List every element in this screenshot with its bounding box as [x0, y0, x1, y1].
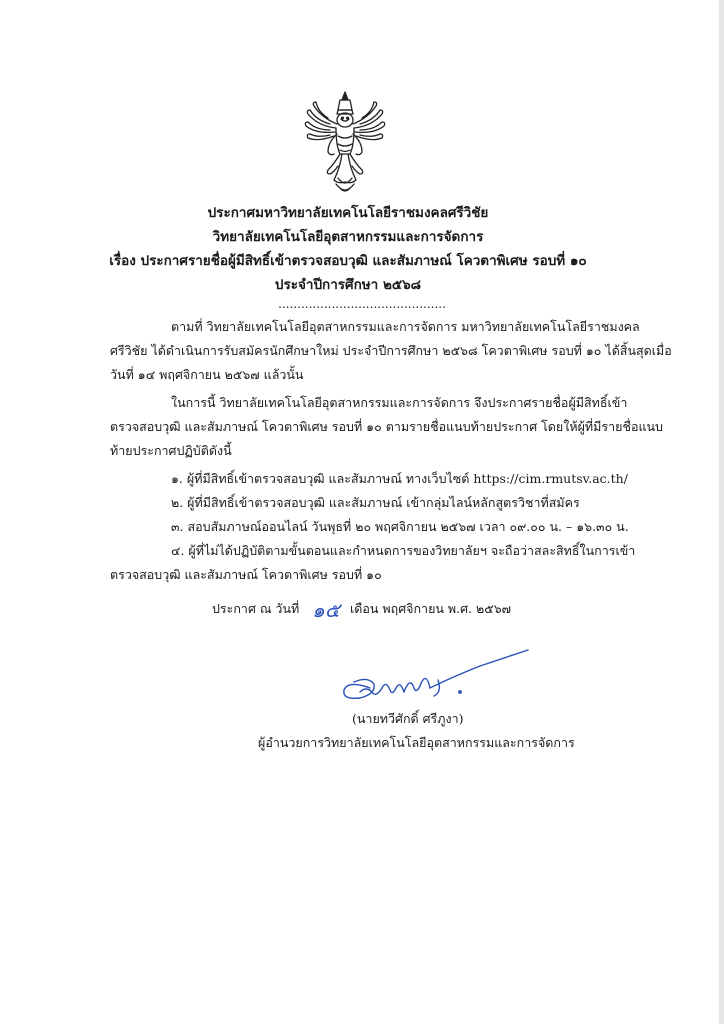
- list-item: ๔. ผู้ที่ไม่ได้ปฏิบัติตามขั้นตอนและกำหนดการของวิทยาลัยฯ จะถือว่าสละสิทธิ์ในการเข้า: [171, 543, 636, 558]
- list-item: ๑. ผู้ที่มีสิทธิ์เข้าตรวจสอบวุฒิ และสัมภาษณ์ ทางเว็บไซต์ https://cim.rmutsv.ac.th/: [171, 471, 628, 486]
- signer-name: (นายทวีศักดิ์ ศรีภูงา): [352, 711, 464, 726]
- issuer-title: ประกาศมหาวิทยาลัยเทคโนโลยีราชมงคลศรีวิชัย: [207, 205, 489, 221]
- scan-edge: [719, 0, 724, 1024]
- announce-prefix: ประกาศ ณ วันที่: [212, 601, 300, 616]
- paragraph-1-line-1: ตามที่ วิทยาลัยเทคโนโลยีอุตสาหกรรมและการจัดการ มหาวิทยาลัยเทคโนโลยีราชมงคล: [171, 319, 640, 334]
- announce-suffix: เดือน พฤศจิกายน พ.ศ. ๒๕๖๗: [350, 601, 512, 616]
- garuda-emblem-icon: [300, 88, 390, 200]
- subject-title: เรื่อง ประกาศรายชื่อผู้มีสิทธิ์เข้าตรวจสอบวุฒิ และสัมภาษณ์ โควตาพิเศษ รอบที่ ๑๐: [109, 253, 587, 269]
- paragraph-2-line-3: ท้ายประกาศปฏิบัติดังนี้: [110, 443, 232, 458]
- paragraph-1-line-3: วันที่ ๑๔ พฤศจิกายน ๒๕๖๗ แล้วนั้น: [110, 367, 304, 382]
- signer-position: ผู้อำนวยการวิทยาลัยเทคโนโลยีอุตสาหกรรมและการจัดการ: [258, 735, 575, 750]
- signature-mark: [330, 640, 560, 720]
- header-divider: ............................................: [278, 297, 446, 311]
- college-title: วิทยาลัยเทคโนโลยีอุตสาหกรรมและการจัดการ: [212, 229, 484, 245]
- paragraph-2-line-2: ตรวจสอบวุฒิ และสัมภาษณ์ โควตาพิเศษ รอบที่ ๑๐ ตามรายชื่อแนบท้ายประกาศ โดยให้ผู้ที่มีรายชื่อแนบ: [110, 419, 663, 434]
- handwritten-day: ๑๕: [312, 598, 340, 622]
- academic-year: ประจำปีการศึกษา ๒๕๖๘: [274, 277, 422, 293]
- paragraph-2-line-1: ในการนี้ วิทยาลัยเทคโนโลยีอุตสาหกรรมและการจัดการ จึงประกาศรายชื่อผู้มีสิทธิ์เข้า: [171, 395, 628, 410]
- list-item: ๒. ผู้ที่มีสิทธิ์เข้าตรวจสอบวุฒิ และสัมภาษณ์ เข้ากลุ่มไลน์หลักสูตรวิชาที่สมัคร: [171, 495, 580, 510]
- paragraph-1-line-2: ศรีวิชัย ได้ดำเนินการรับสมัครนักศึกษาใหม่ ประจำปีการศึกษา ๒๕๖๘ โควตาพิเศษ รอบที่ ๑๐ ได้สิ้นสุดเมื่อ: [110, 343, 672, 358]
- list-item-continuation: ตรวจสอบวุฒิ และสัมภาษณ์ โควตาพิเศษ รอบที่ ๑๐: [110, 567, 382, 582]
- list-item: ๓. สอบสัมภาษณ์ออนไลน์ วันพุธที่ ๒๐ พฤศจิกายน ๒๕๖๗ เวลา ๐๙.๐๐ น. – ๑๖.๓๐ น.: [171, 519, 629, 534]
